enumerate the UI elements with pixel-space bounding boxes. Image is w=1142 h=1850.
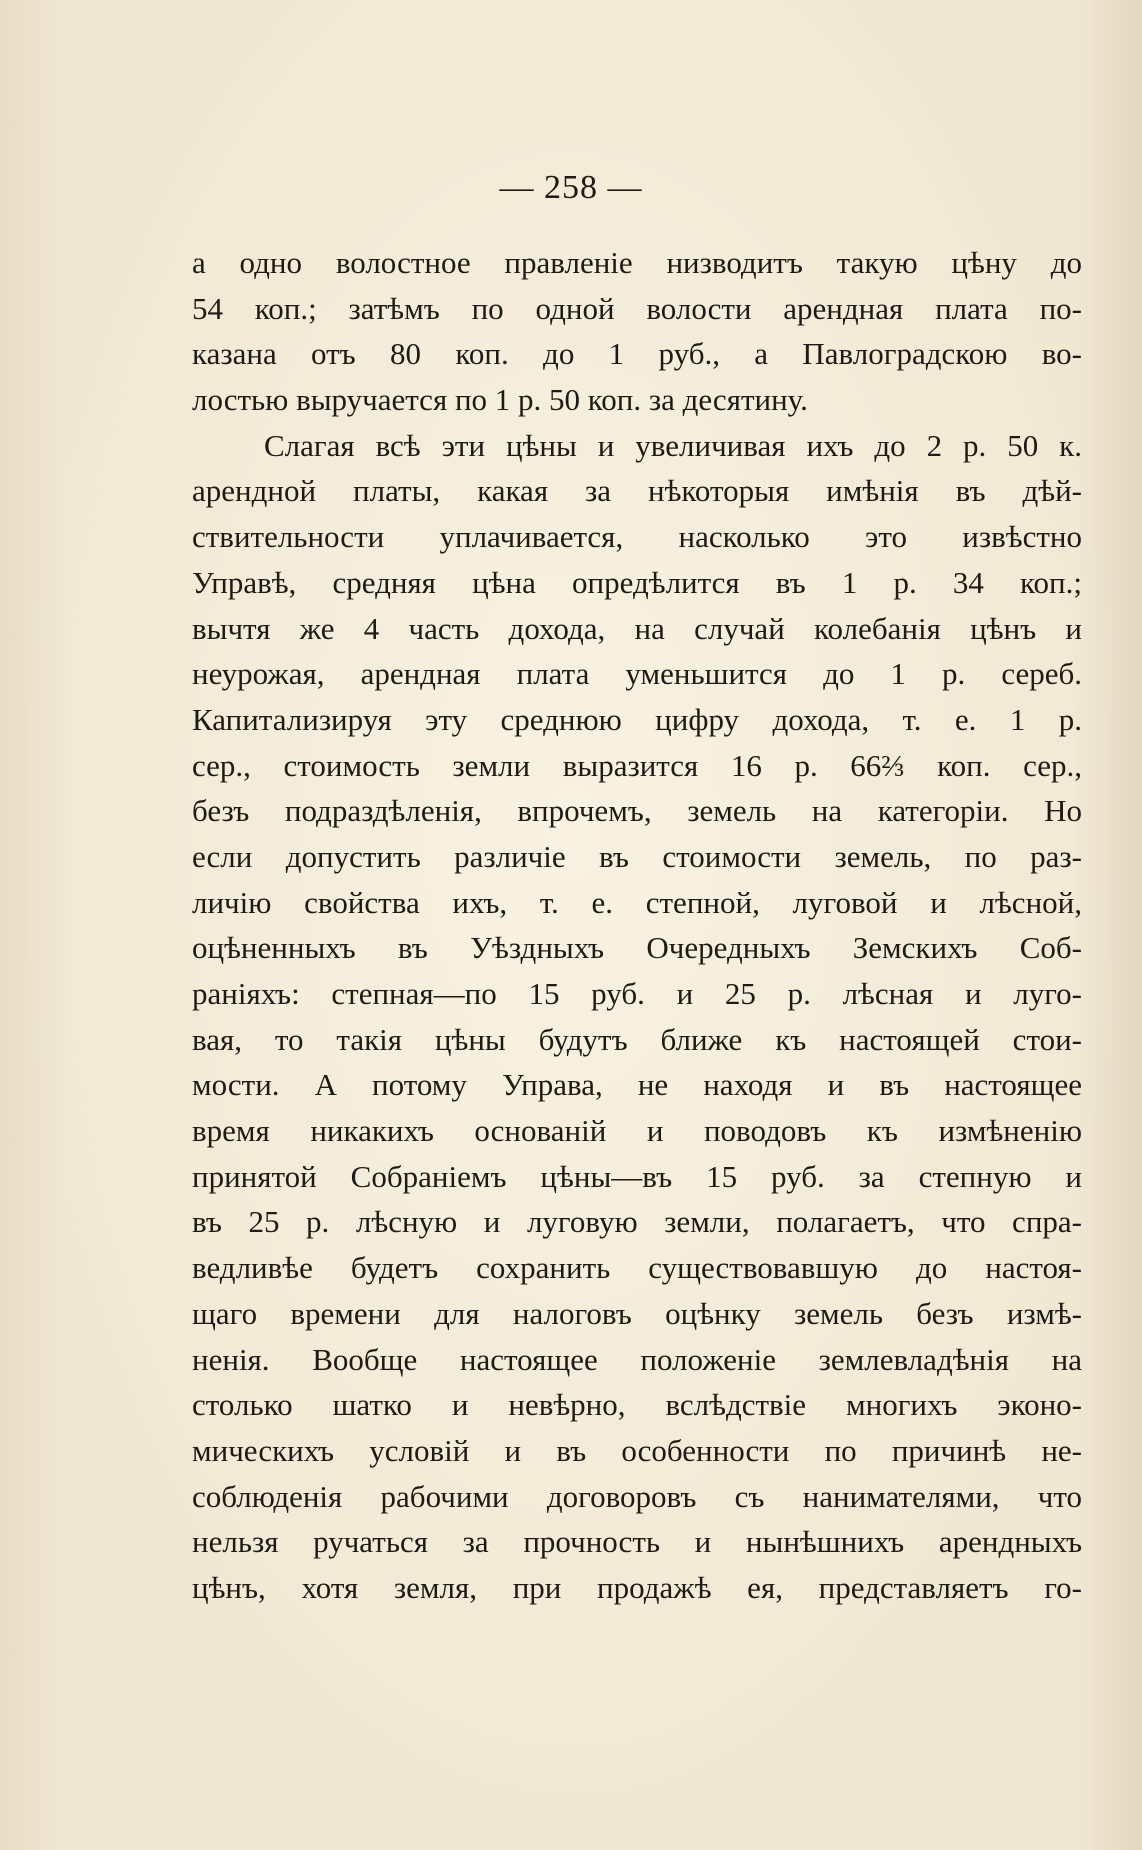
text-line: ненія. Вообще настоящее положеніе землевладѣнія на [192,1341,1082,1377]
text-line: цѣнъ, хотя земля, при продажѣ ея, представляетъ го- [192,1569,1082,1605]
text-line: Капитализируя эту среднюю цифру дохода, т. е. 1 р. [192,701,1082,737]
text-line: лостью выручается по 1 р. 50 коп. за десятину. [192,382,808,418]
text-line: щаго времени для налоговъ оцѣнку земель безъ измѣ- [192,1295,1082,1331]
text-line: время никакихъ основаній и поводовъ къ измѣненію [192,1113,1082,1149]
text-line: сер., стоимость земли выразится 16 р. 66⅔ коп. сер., [192,747,1082,783]
body-text [192,240,1082,1611]
text-line: вычтя же 4 часть дохода, на случай колебанія цѣнъ и [192,610,1082,646]
text-line: неурожая, арендная плата уменьшится до 1 р. сереб. [192,656,1082,692]
text-line: мическихъ условій и въ особенности по причинѣ не- [192,1432,1082,1468]
text-line: столько шатко и невѣрно, вслѣдствіе многихъ эконо- [192,1387,1082,1423]
text-line: соблюденія рабочими договоровъ съ нанимателями, что [192,1478,1082,1514]
text-line: нельзя ручаться за прочность и нынѣшнихъ арендныхъ [192,1524,1082,1560]
page-number: — 258 — [499,169,643,206]
text-line: личію свойства ихъ, т. е. степной, луговой и лѣсной, [192,884,1082,920]
text-line: безъ подраздѣленія, впрочемъ, земель на категоріи. Но [192,793,1082,829]
text-line: вая, то такія цѣны будутъ ближе къ настоящей стои- [192,1021,1082,1057]
text-line: принятой Собраніемъ цѣны—въ 15 руб. за степную и [192,1158,1082,1194]
text-line: въ 25 р. лѣсную и луговую земли, полагаетъ, что спра- [192,1204,1082,1240]
text-line: мости. А потому Управа, не находя и въ настоящее [192,1067,1082,1103]
text-line: ствительности уплачивается, насколько это извѣстно [192,519,1082,555]
text-line: оцѣненныхъ въ Уѣздныхъ Очередныхъ Земскихъ Соб- [192,930,1082,966]
text-line: Управѣ, средняя цѣна опредѣлится въ 1 р. 34 коп.; [192,564,1082,600]
text-line: арендной платы, какая за нѣкоторыя имѣнія въ дѣй- [192,473,1082,509]
text-line: казана отъ 80 коп. до 1 руб., а Павлоградскою во- [192,336,1082,372]
text-line: Слагая всѣ эти цѣны и увеличивая ихъ до 2 р. 50 к. [264,427,1082,463]
text-line: а одно волостное правленіе низводитъ такую цѣну до [192,245,1082,280]
text-line: если допустить различіе въ стоимости земель, по раз- [192,838,1082,874]
text-line: ведливѣе будетъ сохранить существовавшую до настоя- [192,1250,1082,1286]
text-line: раніяхъ: степная—по 15 руб. и 25 р. лѣсная и луго- [192,976,1082,1011]
text-line: 54 коп.; затѣмъ по одной волости арендная плата по- [192,290,1082,326]
